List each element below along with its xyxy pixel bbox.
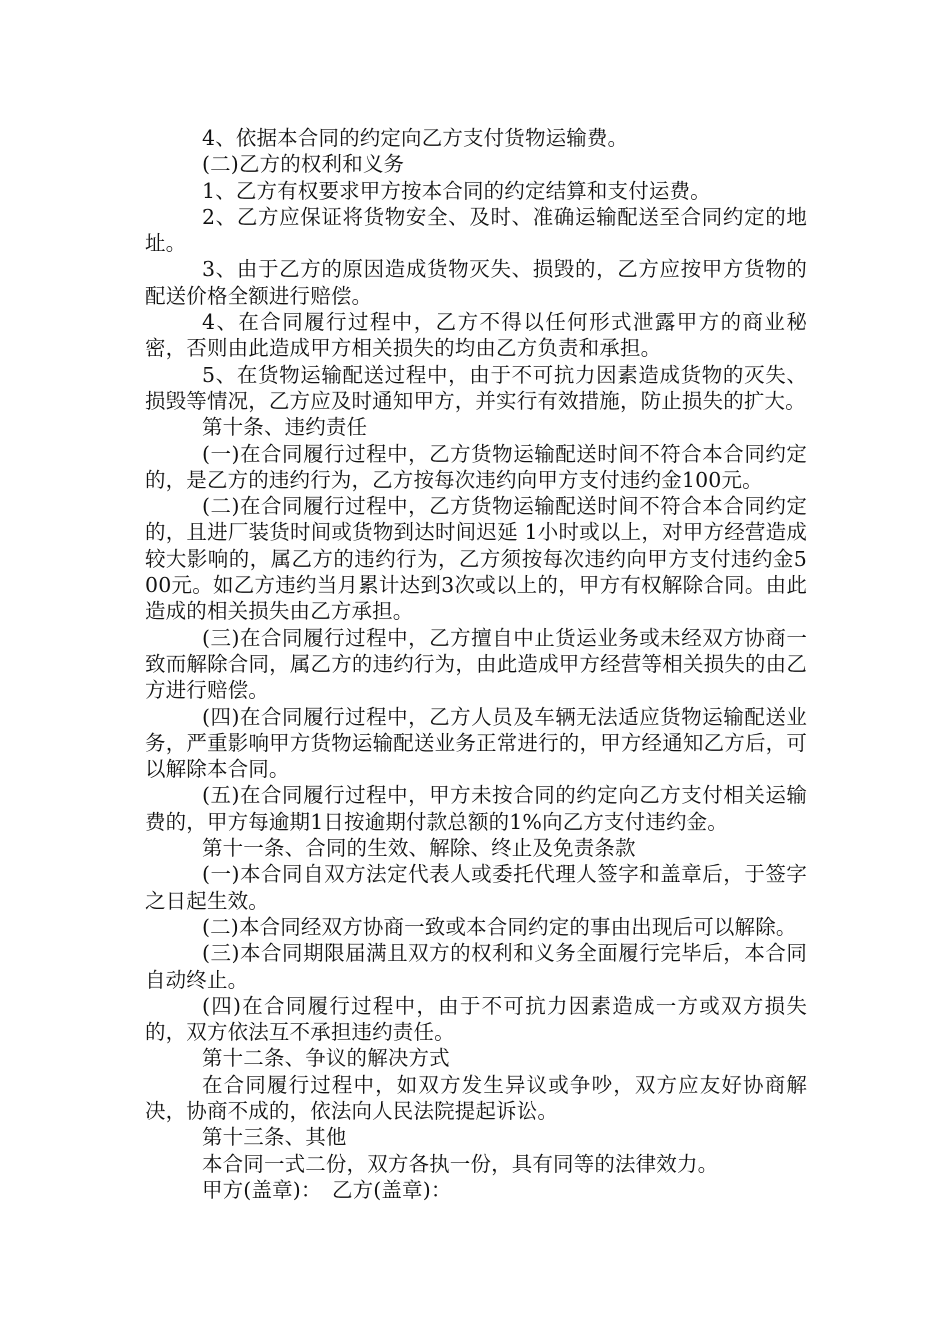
article-11-item-4: (四)在合同履行过程中，由于不可抗力因素造成一方或双方损失的，双方依法互不承担违约责任。 [145, 993, 808, 1045]
clause-yifang-2: 2、乙方应保证将货物安全、及时、准确运输配送至合同约定的地址。 [145, 204, 807, 256]
article-13-heading: 第十三条、其他 [202, 1125, 347, 1150]
clause-yifang-3: 3、由于乙方的原因造成货物灭失、损毁的，乙方应按甲方货物的配送价格全额进行赔偿。 [145, 257, 807, 308]
article-10-item-4: (四)在合同履行过程中，乙方人员及车辆无法适应货物运输配送业务，严重影响甲方货物运输配送业务正常进行的，甲方经通知乙方后，可以解除本合同。 [145, 704, 807, 782]
article-11-item-1: (一)本合同自双方法定代表人或委托代理人签字和盖章后，于签字之日起生效。 [145, 862, 807, 913]
article-12-heading: 第十二条、争议的解决方式 [202, 1046, 450, 1071]
article-10-item-1: (一)在合同履行过程中，乙方货物运输配送时间不符合本合同约定的，是乙方的违约行为，乙方按每次违约向甲方支付违约金100元。 [145, 441, 807, 492]
article-10-heading: 第十条、违约责任 [202, 415, 368, 440]
article-11-item-3: (三)本合同期限届满且双方的权利和义务全面履行完毕后，本合同自动终止。 [145, 941, 807, 992]
contract-body [145, 125, 807, 1203]
clause-yifang-4: 4、在合同履行过程中，乙方不得以任何形式泄露甲方的商业秘密，否则由此造成甲方相关损失的均由乙方负责和承担。 [145, 310, 807, 361]
article-12-body: 在合同履行过程中，如双方发生异议或争吵，双方应友好协商解决，协商不成的，依法向人民法院提起诉讼。 [145, 1072, 807, 1123]
article-10-item-3: (三)在合同履行过程中，乙方擅自中止货运业务或未经双方协商一致而解除合同，属乙方的违约行为，由此造成甲方经营等相关损失的由乙方进行赔偿。 [145, 625, 807, 703]
clause-yifang-1: 1、乙方有权要求甲方按本合同的约定结算和支付运费。 [202, 178, 711, 203]
article-10-item-2: (二)在合同履行过程中，乙方货物运输配送时间不符合本合同约定的，且进厂装货时间或货物到达时间迟延 1小时或以上，对甲方经营造成较大影响的，属乙方的违约行为，乙方须按每次违约向甲方支付违约金500元。如乙方违约当月累计达到3次或以上的，甲方有权解除合同。由此造成的相关损失由乙方承担。 [145, 494, 807, 624]
clause-jiafang-duty-4: 4、依据本合同的约定向乙方支付货物运输费。 [202, 126, 629, 150]
heading-yifang-rights: (二)乙方的权利和义务 [202, 152, 405, 177]
clause-yifang-5: 5、在货物运输配送过程中，由于不可抗力因素造成货物的灭失、损毁等情况，乙方应及时通知甲方，并实行有效措施，防止损失的扩大。 [145, 362, 807, 413]
article-11-item-2: (二)本合同经双方协商一致或本合同约定的事由出现后可以解除。 [202, 914, 797, 939]
article-11-heading: 第十一条、合同的生效、解除、终止及免责条款 [202, 836, 636, 861]
article-13-body: 本合同一式二份，双方各执一份，具有同等的法律效力。 [202, 1151, 719, 1176]
signature-line: 甲方(盖章)： 乙方(盖章)： [202, 1177, 452, 1202]
article-10-item-5: (五)在合同履行过程中，甲方未按合同的约定向乙方支付相关运输费的，甲方每逾期1日按逾期付款总额的1%向乙方支付违约金。 [145, 783, 807, 834]
